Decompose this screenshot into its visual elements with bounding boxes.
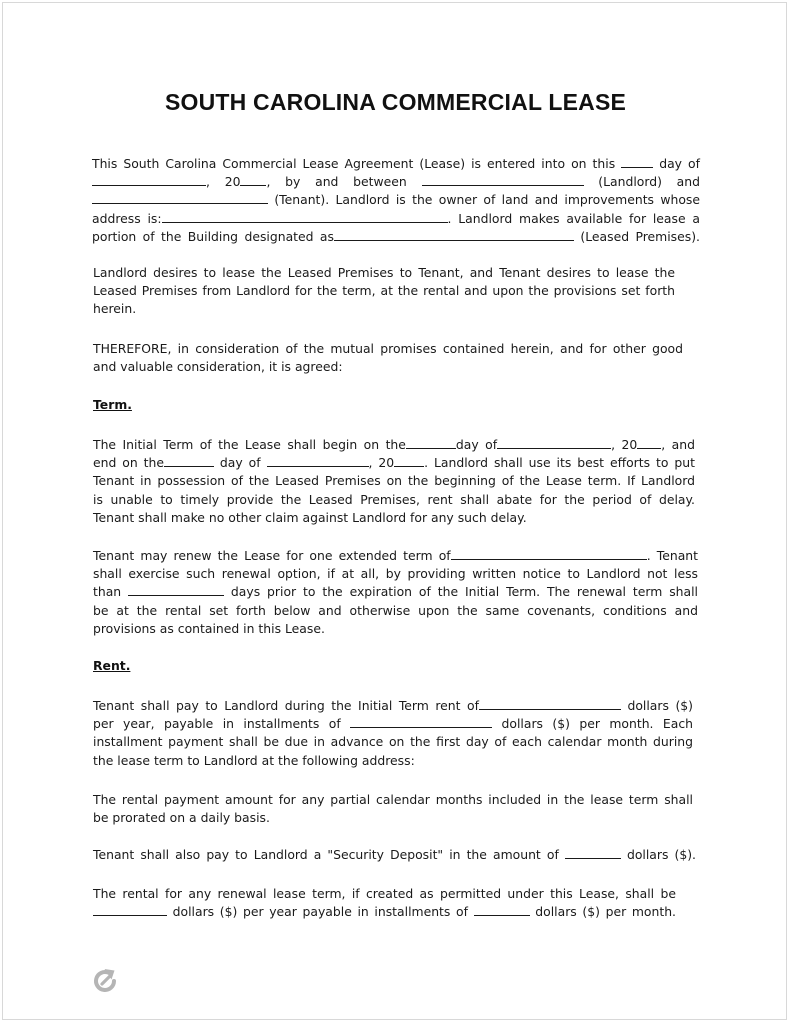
term-p1-line-4: is unable to timely provide the Leased Premises, rent shall abate for the period of delay.	[93, 491, 695, 507]
intro-line-2: , 20 , by and between (Landlord) and	[92, 173, 700, 191]
therefore-line-1: THEREFORE, in consideration of the mutual promises contained herein, and for other good	[93, 341, 683, 356]
rent-heading: Rent.	[93, 658, 131, 673]
term-p1-line-3: Tenant in possession of the Leased Premises on the beginning of the Lease term. If Landlord	[93, 473, 695, 489]
term-p2-line-5: provisions as contained in this Lease.	[93, 620, 325, 636]
term-p1-line-2: end on the day of , 20 . Landlord shall use its best efforts to put	[93, 455, 695, 471]
address-blank[interactable]	[162, 211, 448, 223]
premises-blank[interactable]	[334, 229, 574, 241]
intro-line-5: portion of the Building designated as (Leased Premises).	[92, 228, 700, 244]
term-p2-line-4: be at the rental set forth below and otherwise upon the same covenants, conditions and	[93, 602, 698, 618]
therefore-paragraph	[93, 340, 683, 376]
start-month-blank[interactable]	[497, 437, 611, 449]
intro-line-1: This South Carolina Commercial Lease Agreement (Lease) is entered into on this day of	[92, 156, 700, 171]
rent-p1-line-4: the lease term to Landlord at the following address:	[93, 752, 415, 768]
renewal-installment-blank[interactable]	[474, 904, 530, 916]
rent-p1-line-2: per year, payable in installments of dollars ($) per month. Each	[93, 716, 693, 732]
refresh-arrow-icon	[90, 966, 120, 996]
renewal-term-blank[interactable]	[451, 548, 647, 560]
term-paragraph-2	[93, 547, 698, 638]
rent-p2-line-1: The rental payment amount for any partial calendar months included in the lease term shall	[93, 792, 693, 807]
desire-paragraph	[93, 264, 675, 319]
term-p1-line-1: The Initial Term of the Lease shall begin on the day of , 20 , and	[93, 437, 695, 452]
intro-line-3: (Tenant). Landlord is the owner of land and improvements whose	[92, 191, 700, 209]
therefore-line-2: and valuable consideration, it is agreed:	[93, 359, 343, 375]
term-p2-line-1: Tenant may renew the Lease for one extended term of . Tenant	[93, 548, 698, 563]
term-p1-line-5: Tenant shall make no other claim against Landlord for any such delay.	[93, 509, 527, 525]
end-day-blank[interactable]	[164, 455, 214, 467]
notice-days-blank[interactable]	[128, 584, 224, 596]
intro-paragraph	[92, 155, 700, 246]
rent-paragraph-1	[93, 697, 693, 770]
security-deposit-blank[interactable]	[565, 847, 621, 859]
rent-p2-line-2: be prorated on a daily basis.	[93, 810, 270, 826]
rent-p4-line-1: The rental for any renewal lease term, if created as permitted under this Lease, shall be	[93, 886, 676, 901]
day-blank[interactable]	[621, 156, 653, 168]
month-blank[interactable]	[92, 174, 206, 186]
term-p2-line-2: shall exercise such renewal option, if at all, by providing written notice to Landlord not less	[93, 566, 698, 582]
end-month-blank[interactable]	[267, 455, 369, 467]
start-day-blank[interactable]	[406, 437, 456, 449]
term-heading: Term.	[93, 397, 132, 412]
monthly-installment-blank[interactable]	[350, 716, 492, 728]
year-blank[interactable]	[240, 174, 266, 186]
rent-paragraph-4	[93, 885, 676, 921]
renewal-annual-rent-blank[interactable]	[93, 904, 167, 916]
term-p2-line-3: than days prior to the expiration of the Initial Term. The renewal term shall	[93, 584, 698, 600]
intro-line-4: address is: . Landlord makes available for lease a	[92, 210, 700, 226]
desire-line-2: Leased Premises from Landlord for the term, at the rental and upon the provisions set forth	[93, 283, 675, 299]
start-year-blank[interactable]	[637, 437, 661, 449]
rent-p1-line-3: installment payment shall be due in advance on the first day of each calendar month during	[93, 734, 693, 750]
rent-p1-line-1: Tenant shall pay to Landlord during the Initial Term rent of dollars ($)	[93, 698, 693, 713]
desire-line-1: Landlord desires to lease the Leased Premises to Tenant, and Tenant desires to lease the	[93, 265, 675, 280]
landlord-name-blank[interactable]	[422, 174, 584, 186]
document-title: SOUTH CAROLINA COMMERCIAL LEASE	[164, 89, 627, 115]
rent-p3-line-1: Tenant shall also pay to Landlord a "Security Deposit" in the amount of dollars ($).	[93, 847, 697, 862]
desire-line-3: herein.	[93, 301, 137, 317]
term-paragraph-1	[93, 436, 695, 527]
annual-rent-blank[interactable]	[479, 698, 621, 710]
rent-paragraph-3	[93, 846, 696, 864]
end-year-blank[interactable]	[394, 455, 424, 467]
rent-paragraph-2	[93, 791, 693, 827]
tenant-name-blank[interactable]	[92, 192, 268, 204]
rent-p4-line-2: dollars ($) per year payable in installments of dollars ($) per month.	[93, 903, 676, 921]
